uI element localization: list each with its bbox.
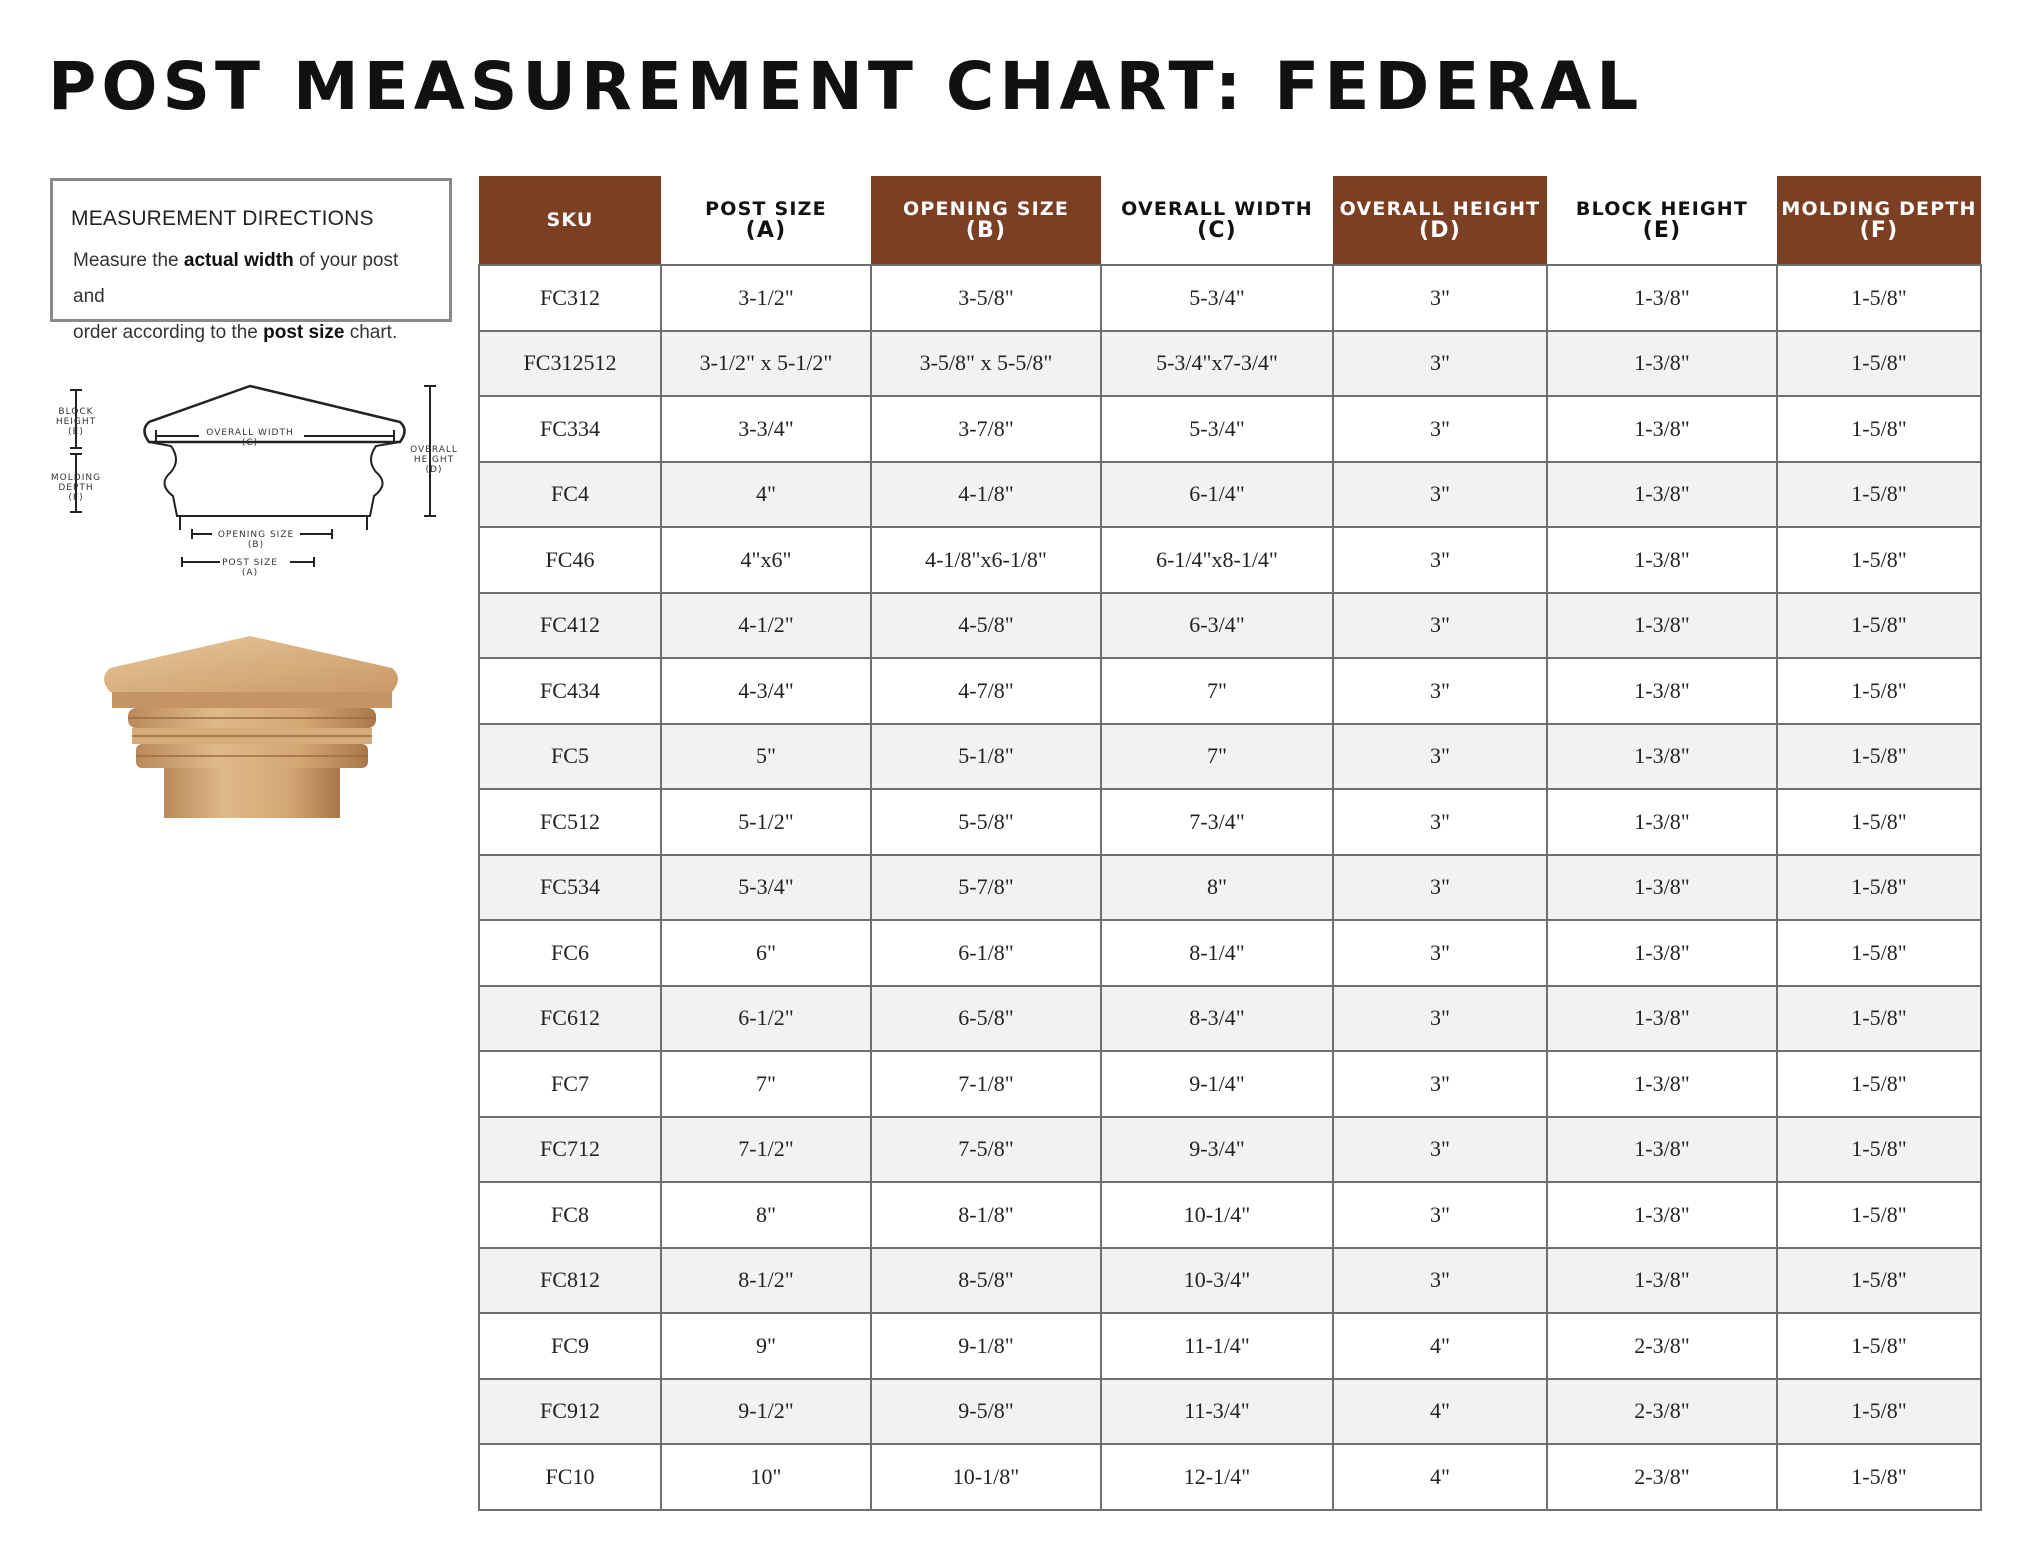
table-row <box>479 331 1981 397</box>
opening-size-cell: 5-5/8" <box>871 789 1101 855</box>
sku-cell: FC412 <box>479 593 661 659</box>
post-size-cell: 9-1/2" <box>661 1379 871 1445</box>
directions-heading: MEASUREMENT DIRECTIONS <box>71 207 374 230</box>
opening-size-cell: 4-1/8"x6-1/8" <box>871 527 1101 593</box>
table-header-row <box>479 176 1981 265</box>
opening-size-cell: 3-5/8" <box>871 265 1101 331</box>
molding-depth-cell: 1-5/8" <box>1777 1117 1981 1183</box>
overall-height-cell: 4" <box>1333 1379 1547 1445</box>
molding-depth-cell: 1-5/8" <box>1777 920 1981 986</box>
sku-cell: FC8 <box>479 1182 661 1248</box>
molding-depth-cell: 1-5/8" <box>1777 986 1981 1052</box>
overall-width-cell: 12-1/4" <box>1101 1444 1333 1510</box>
overall-width-cell: 11-1/4" <box>1101 1313 1333 1379</box>
block-height-cell: 1-3/8" <box>1547 920 1777 986</box>
post-size-cell: 7-1/2" <box>661 1117 871 1183</box>
molding-depth-cell: 1-5/8" <box>1777 462 1981 528</box>
post-cap-diagram <box>44 380 464 580</box>
overall-height-label: OVERALL HEIGHT (D) <box>410 445 458 475</box>
overall-width-cell: 6-1/4"x8-1/4" <box>1101 527 1333 593</box>
opening-size-cell: 7-1/8" <box>871 1051 1101 1117</box>
opening-size-cell: 6-1/8" <box>871 920 1101 986</box>
sku-cell: FC6 <box>479 920 661 986</box>
table-row <box>479 658 1981 724</box>
post-size-cell: 8" <box>661 1182 871 1248</box>
opening-size-cell: 4-7/8" <box>871 658 1101 724</box>
header-overall-width: OVERALL WIDTH (C) <box>1101 176 1333 265</box>
overall-height-cell: 3" <box>1333 789 1547 855</box>
block-height-cell: 1-3/8" <box>1547 265 1777 331</box>
sku-cell: FC5 <box>479 724 661 790</box>
post-size-cell: 10" <box>661 1444 871 1510</box>
post-size-cell: 8-1/2" <box>661 1248 871 1314</box>
block-height-cell: 2-3/8" <box>1547 1313 1777 1379</box>
overall-width-cell: 11-3/4" <box>1101 1379 1333 1445</box>
opening-size-cell: 5-1/8" <box>871 724 1101 790</box>
table-row <box>479 1051 1981 1117</box>
block-height-label: BLOCK HEIGHT (E) <box>55 407 97 437</box>
directions-line-1: Measure the actual width of your post and <box>73 250 399 307</box>
block-height-cell: 1-3/8" <box>1547 462 1777 528</box>
block-height-cell: 1-3/8" <box>1547 593 1777 659</box>
header-overall-height: OVERALL HEIGHT (D) <box>1333 176 1547 265</box>
opening-size-cell: 10-1/8" <box>871 1444 1101 1510</box>
measurement-table <box>478 176 1982 1511</box>
overall-width-cell: 6-1/4" <box>1101 462 1333 528</box>
post-size-cell: 3-3/4" <box>661 396 871 462</box>
block-height-cell: 1-3/8" <box>1547 1051 1777 1117</box>
overall-width-cell: 6-3/4" <box>1101 593 1333 659</box>
table-row <box>479 789 1981 855</box>
header-molding-depth: MOLDING DEPTH (F) <box>1777 176 1981 265</box>
post-size-cell: 4-1/2" <box>661 593 871 659</box>
sku-cell: FC9 <box>479 1313 661 1379</box>
post-size-label: POST SIZE (A) <box>222 558 278 578</box>
overall-height-cell: 3" <box>1333 265 1547 331</box>
molding-depth-cell: 1-5/8" <box>1777 593 1981 659</box>
block-height-cell: 1-3/8" <box>1547 724 1777 790</box>
header-opening-size: OPENING SIZE (B) <box>871 176 1101 265</box>
post-size-cell: 5-1/2" <box>661 789 871 855</box>
table-row <box>479 1379 1981 1445</box>
table-row <box>479 855 1981 921</box>
block-height-cell: 1-3/8" <box>1547 658 1777 724</box>
overall-height-cell: 3" <box>1333 1117 1547 1183</box>
overall-width-cell: 5-3/4"x7-3/4" <box>1101 331 1333 397</box>
opening-size-cell: 3-5/8" x 5-5/8" <box>871 331 1101 397</box>
sku-cell: FC434 <box>479 658 661 724</box>
overall-width-cell: 8-3/4" <box>1101 986 1333 1052</box>
opening-size-cell: 4-1/8" <box>871 462 1101 528</box>
post-size-cell: 4"x6" <box>661 527 871 593</box>
block-height-cell: 2-3/8" <box>1547 1444 1777 1510</box>
sku-cell: FC512 <box>479 789 661 855</box>
overall-height-cell: 3" <box>1333 593 1547 659</box>
table-row <box>479 724 1981 790</box>
opening-size-cell: 9-5/8" <box>871 1379 1101 1445</box>
overall-height-cell: 3" <box>1333 920 1547 986</box>
table-row <box>479 1313 1981 1379</box>
sku-cell: FC312512 <box>479 331 661 397</box>
molding-depth-cell: 1-5/8" <box>1777 396 1981 462</box>
header-block-height: BLOCK HEIGHT (E) <box>1547 176 1777 265</box>
molding-depth-cell: 1-5/8" <box>1777 855 1981 921</box>
overall-height-cell: 4" <box>1333 1444 1547 1510</box>
block-height-cell: 1-3/8" <box>1547 789 1777 855</box>
post-size-cell: 3-1/2" x 5-1/2" <box>661 331 871 397</box>
block-height-cell: 1-3/8" <box>1547 1182 1777 1248</box>
post-size-cell: 6-1/2" <box>661 986 871 1052</box>
table-row <box>479 462 1981 528</box>
table-row <box>479 265 1981 331</box>
opening-size-cell: 6-5/8" <box>871 986 1101 1052</box>
opening-size-cell: 5-7/8" <box>871 855 1101 921</box>
post-size-cell: 4" <box>661 462 871 528</box>
molding-depth-cell: 1-5/8" <box>1777 1051 1981 1117</box>
molding-depth-cell: 1-5/8" <box>1777 265 1981 331</box>
overall-height-cell: 3" <box>1333 986 1547 1052</box>
table-row <box>479 1248 1981 1314</box>
opening-size-label: OPENING SIZE (B) <box>217 530 295 550</box>
overall-width-cell: 10-3/4" <box>1101 1248 1333 1314</box>
overall-height-cell: 3" <box>1333 331 1547 397</box>
overall-height-cell: 3" <box>1333 1051 1547 1117</box>
overall-height-cell: 3" <box>1333 724 1547 790</box>
overall-height-cell: 3" <box>1333 855 1547 921</box>
molding-depth-cell: 1-5/8" <box>1777 789 1981 855</box>
overall-width-cell: 7-3/4" <box>1101 789 1333 855</box>
overall-width-cell: 9-3/4" <box>1101 1117 1333 1183</box>
block-height-cell: 1-3/8" <box>1547 331 1777 397</box>
post-cap-photo <box>92 618 432 818</box>
block-height-cell: 1-3/8" <box>1547 986 1777 1052</box>
post-size-cell: 4-3/4" <box>661 658 871 724</box>
table-row <box>479 593 1981 659</box>
overall-height-cell: 3" <box>1333 1182 1547 1248</box>
opening-size-cell: 9-1/8" <box>871 1313 1101 1379</box>
sku-cell: FC10 <box>479 1444 661 1510</box>
header-post-size: POST SIZE (A) <box>661 176 871 265</box>
post-size-cell: 9" <box>661 1313 871 1379</box>
molding-depth-cell: 1-5/8" <box>1777 724 1981 790</box>
molding-depth-cell: 1-5/8" <box>1777 331 1981 397</box>
sku-cell: FC534 <box>479 855 661 921</box>
sku-cell: FC4 <box>479 462 661 528</box>
directions-line-2: order according to the post size chart. <box>73 322 398 343</box>
molding-depth-cell: 1-5/8" <box>1777 658 1981 724</box>
overall-width-cell: 5-3/4" <box>1101 265 1333 331</box>
overall-height-cell: 4" <box>1333 1313 1547 1379</box>
overall-width-cell: 8" <box>1101 855 1333 921</box>
block-height-cell: 1-3/8" <box>1547 1117 1777 1183</box>
molding-depth-cell: 1-5/8" <box>1777 1313 1981 1379</box>
header-sku: SKU <box>479 176 661 265</box>
sku-cell: FC612 <box>479 986 661 1052</box>
table-row <box>479 1182 1981 1248</box>
overall-height-cell: 3" <box>1333 527 1547 593</box>
molding-depth-cell: 1-5/8" <box>1777 527 1981 593</box>
overall-width-cell: 10-1/4" <box>1101 1182 1333 1248</box>
post-size-cell: 5" <box>661 724 871 790</box>
overall-height-cell: 3" <box>1333 462 1547 528</box>
table-row <box>479 1117 1981 1183</box>
post-size-cell: 6" <box>661 920 871 986</box>
block-height-cell: 1-3/8" <box>1547 396 1777 462</box>
block-height-cell: 1-3/8" <box>1547 855 1777 921</box>
overall-height-cell: 3" <box>1333 396 1547 462</box>
table-row <box>479 396 1981 462</box>
overall-width-cell: 8-1/4" <box>1101 920 1333 986</box>
sku-cell: FC912 <box>479 1379 661 1445</box>
opening-size-cell: 8-1/8" <box>871 1182 1101 1248</box>
molding-depth-cell: 1-5/8" <box>1777 1379 1981 1445</box>
sku-cell: FC712 <box>479 1117 661 1183</box>
sku-cell: FC46 <box>479 527 661 593</box>
measurement-directions-box <box>50 178 452 343</box>
block-height-cell: 1-3/8" <box>1547 527 1777 593</box>
overall-width-label: OVERALL WIDTH (C) <box>206 428 294 448</box>
overall-width-cell: 5-3/4" <box>1101 396 1333 462</box>
post-size-cell: 7" <box>661 1051 871 1117</box>
molding-depth-label: MOLDING DEPTH (F) <box>50 473 102 503</box>
molding-depth-cell: 1-5/8" <box>1777 1248 1981 1314</box>
table-row <box>479 527 1981 593</box>
overall-height-cell: 3" <box>1333 1248 1547 1314</box>
opening-size-cell: 4-5/8" <box>871 593 1101 659</box>
overall-width-cell: 7" <box>1101 658 1333 724</box>
overall-height-cell: 3" <box>1333 658 1547 724</box>
post-size-cell: 3-1/2" <box>661 265 871 331</box>
post-size-cell: 5-3/4" <box>661 855 871 921</box>
sku-cell: FC812 <box>479 1248 661 1314</box>
molding-depth-cell: 1-5/8" <box>1777 1444 1981 1510</box>
block-height-cell: 1-3/8" <box>1547 1248 1777 1314</box>
overall-width-cell: 9-1/4" <box>1101 1051 1333 1117</box>
overall-width-cell: 7" <box>1101 724 1333 790</box>
sku-cell: FC312 <box>479 265 661 331</box>
opening-size-cell: 7-5/8" <box>871 1117 1101 1183</box>
table-row <box>479 920 1981 986</box>
page-title: POST MEASUREMENT CHART: FEDERAL <box>48 48 1644 125</box>
sku-cell: FC7 <box>479 1051 661 1117</box>
block-height-cell: 2-3/8" <box>1547 1379 1777 1445</box>
molding-depth-cell: 1-5/8" <box>1777 1182 1981 1248</box>
opening-size-cell: 3-7/8" <box>871 396 1101 462</box>
table-row <box>479 986 1981 1052</box>
table-row <box>479 1444 1981 1510</box>
opening-size-cell: 8-5/8" <box>871 1248 1101 1314</box>
sku-cell: FC334 <box>479 396 661 462</box>
